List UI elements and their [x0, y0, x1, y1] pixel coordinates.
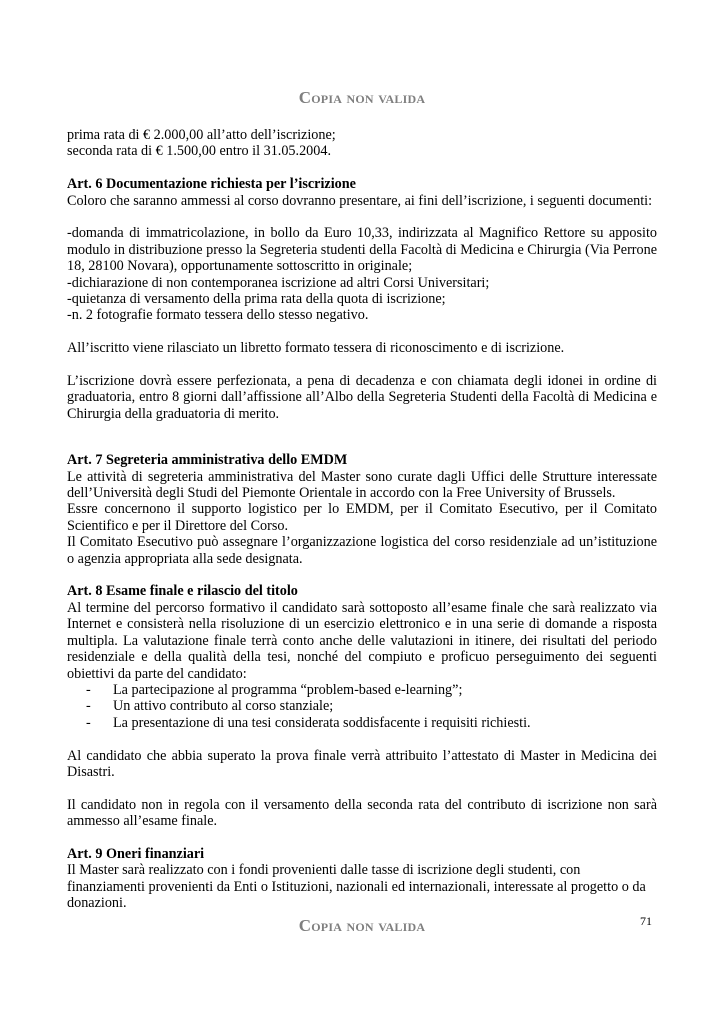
- art6-heading: Art. 6 Documentazione richiesta per l’iscrizione: [67, 176, 356, 193]
- art8-heading: Art. 8 Esame finale e rilascio del titolo: [67, 583, 298, 600]
- document-body: [67, 127, 657, 912]
- art8-seconda-rata: Il candidato non in regola con il versamento della seconda rata del contributo di iscrizione non sarà ammesso all’esame finale.: [67, 796, 657, 830]
- watermark-top: Copia non valida: [298, 88, 426, 107]
- art8-objectives-list: [67, 682, 657, 731]
- page-number: 71: [640, 914, 652, 928]
- art6-doc-4: -n. 2 fotografie formato tessera dello stesso negativo.: [67, 307, 369, 324]
- art7-heading: Art. 7 Segreteria amministrativa dello EMDM: [67, 452, 348, 469]
- art8-intro: Al termine del percorso formativo il candidato sarà sottoposto all’esame finale che sarà realizzato via Internet e consisterà nella risoluzione di un esercizio elettronico e in una serie di domande a risposta multipla. La valutazione finale terrà conto anche delle valutazioni in itinere, dei risultati del periodo residenziale e della qualità della tesi, nonché del compiuto e proficuo perseguimento dei seguenti obiettivi da parte del candidato:: [67, 599, 657, 682]
- art9-heading: Art. 9 Oneri finanziari: [67, 845, 205, 862]
- art7-para-2: Essre concernono il supporto logistico per lo EMDM, per il Comitato Esecutivo, per il Comitato Scientifico e per il Direttore del Corso.: [67, 501, 657, 534]
- payment-line-2: seconda rata di € 1.500,00 entro il 31.05.2004.: [67, 143, 331, 160]
- art6-perfezionamento: L’iscrizione dovrà essere perfezionata, a pena di decadenza e con chiamata degli idonei in ordine di graduatoria, entro 8 giorni dall’affissione all’Albo della Segreteria Studenti della Facoltà di Medicina e Chirurgia della graduatoria di merito.: [67, 373, 657, 422]
- art9-text: Il Master sarà realizzato con i fondi provenienti dalle tasse di iscrizione degli studenti, con finanziamenti provenienti da Enti o Istituzioni, nazionali ed internazionali, interessate al progetto o da donazioni.: [67, 862, 646, 912]
- art6-doc-2: -dichiarazione di non contemporanea iscrizione ad altri Corsi Universitari;: [67, 274, 490, 291]
- art6-doc-3: -quietanza di versamento della prima rata della quota di iscrizione;: [67, 291, 446, 308]
- art6-intro: Coloro che saranno ammessi al corso dovranno presentare, ai fini dell’iscrizione, i seguenti documenti:: [67, 192, 653, 209]
- list-item: - La presentazione di una tesi considerata soddisfacente i requisiti richiesti.: [86, 715, 657, 731]
- art8-attestato: Al candidato che abbia superato la prova finale verrà attribuito l’attestato di Master in Medicina dei Disastri.: [67, 747, 657, 780]
- payment-line-1: prima rata di € 2.000,00 all’atto dell’iscrizione;: [67, 127, 336, 143]
- art6-libretto: All’iscritto viene rilasciato un libretto formato tessera di riconoscimento e di iscrizione.: [67, 340, 565, 357]
- art7-para-3: Il Comitato Esecutivo può assegnare l’organizzazione logistica del corso residenziale ad un’istituzione o agenzia appropriata alla sede designata.: [67, 534, 657, 567]
- list-item: - La partecipazione al programma “problem-based e-learning”;: [86, 682, 657, 698]
- list-item: - Un attivo contributo al corso stanziale;: [86, 698, 657, 714]
- watermark-bottom: Copia non valida: [298, 916, 426, 935]
- art6-doc-1: -domanda di immatricolazione, in bollo da Euro 10,33, indirizzata al Magnifico Rettore su apposito modulo in distribuzione presso la Segreteria studenti della Facoltà di Medicina e Chirurgia (Via Perrone 18, 28100 Novara), opportunamente sottoscritto in originale;: [67, 225, 657, 275]
- art7-para-1: Le attività di segreteria amministrativa del Master sono curate dagli Uffici delle Strutture interessate dell’Università degli Studi del Piemonte Orientale in accordo con la Free University of Brussels.: [67, 468, 657, 502]
